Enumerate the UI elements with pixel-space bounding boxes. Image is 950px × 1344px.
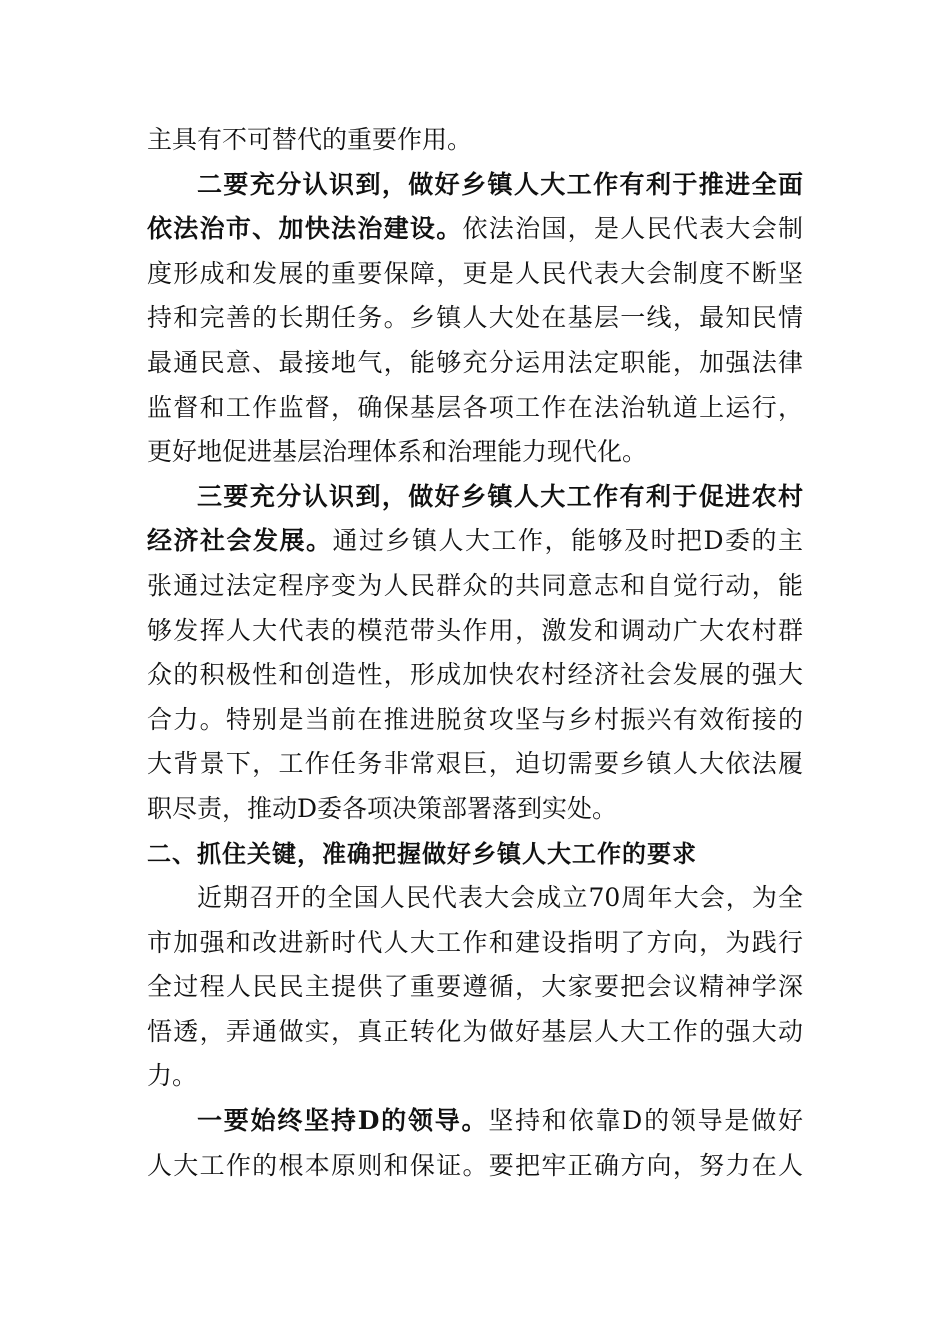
bold-lead-phrase: 经济社会发展。: [147, 526, 333, 556]
text-segment: 够发挥人大代表的模范带头作用，激发和调动广大农村群: [147, 615, 803, 645]
text-line: [147, 296, 803, 341]
text-segment: 二、抓住关键，准确把握做好乡镇人大工作的要求: [147, 839, 697, 868]
text-line: [147, 609, 803, 654]
text-segment: 张通过法定程序变为人民群众的共同意志和自觉行动，能: [147, 570, 803, 600]
text-segment: 力。: [147, 1061, 198, 1091]
text-segment: 最通民意、最接地气，能够充分运用法定职能，加强法律: [147, 347, 803, 377]
text-segment: 职尽责，推动D委各项决策部署落到实处。: [147, 793, 618, 823]
text-line: [147, 698, 803, 743]
text-line: [147, 207, 803, 252]
text-segment: 持和完善的长期任务。乡镇人大处在基层一线，最知民情: [147, 303, 803, 333]
text-line: [147, 1099, 803, 1144]
text-line: [147, 386, 803, 431]
text-line: [147, 921, 803, 966]
text-segment: 悟透，弄通做实，真正转化为做好基层人大工作的强大动: [147, 1016, 803, 1046]
text-segment: 坚持和依靠D的领导是做好: [488, 1106, 804, 1136]
document-page: [147, 118, 803, 1188]
text-line: [147, 163, 803, 208]
text-segment: 合力。特别是当前在推进脱贫攻坚与乡村振兴有效衔接的: [147, 704, 803, 734]
text-segment: 依法治国，是人民代表大会制: [462, 214, 803, 244]
text-line: [147, 564, 803, 609]
text-segment: 近期召开的全国人民代表大会成立70周年大会，为全: [197, 883, 803, 913]
text-line: [147, 475, 803, 520]
text-segment: 主具有不可替代的重要作用。: [147, 125, 473, 154]
text-line: [147, 118, 803, 163]
bold-lead-phrase: 二要充分认识到，做好乡镇人大工作有利于推进全面: [197, 169, 803, 199]
text-line: [147, 519, 803, 564]
text-segment: 人大工作的根本原则和保证。要把牢正确方向，努力在人: [147, 1150, 803, 1180]
text-line: [147, 1144, 803, 1189]
text-line: [147, 742, 803, 787]
text-segment: 众的积极性和创造性，形成加快农村经济社会发展的强大: [147, 660, 803, 690]
text-segment: 更好地促进基层治理体系和治理能力现代化。: [147, 437, 648, 467]
bold-lead-phrase: 一要始终坚持D的领导。: [197, 1106, 489, 1136]
text-segment: 通过乡镇人大工作，能够及时把D委的主: [332, 526, 803, 556]
text-line: [147, 1010, 803, 1055]
text-line: [147, 653, 803, 698]
text-line: [147, 430, 803, 475]
text-line: [147, 341, 803, 386]
text-line: [147, 252, 803, 297]
text-line: [147, 1054, 803, 1099]
text-segment: 大背景下，工作任务非常艰巨，迫切需要乡镇人大依法履: [147, 749, 803, 779]
bold-lead-phrase: 三要充分认识到，做好乡镇人大工作有利于促进农村: [197, 481, 803, 511]
text-line: [147, 965, 803, 1010]
text-line: [147, 876, 803, 921]
section-heading: [147, 832, 803, 877]
bold-lead-phrase: 依法治市、加快法治建设。: [147, 214, 463, 244]
text-segment: 市加强和改进新时代人大工作和建设指明了方向，为践行: [147, 927, 803, 957]
text-segment: 全过程人民民主提供了重要遵循，大家要把会议精神学深: [147, 972, 803, 1002]
text-segment: 度形成和发展的重要保障，更是人民代表大会制度不断坚: [147, 258, 803, 288]
text-line: [147, 787, 803, 832]
text-segment: 监督和工作监督，确保基层各项工作在法治轨道上运行，: [147, 392, 803, 422]
